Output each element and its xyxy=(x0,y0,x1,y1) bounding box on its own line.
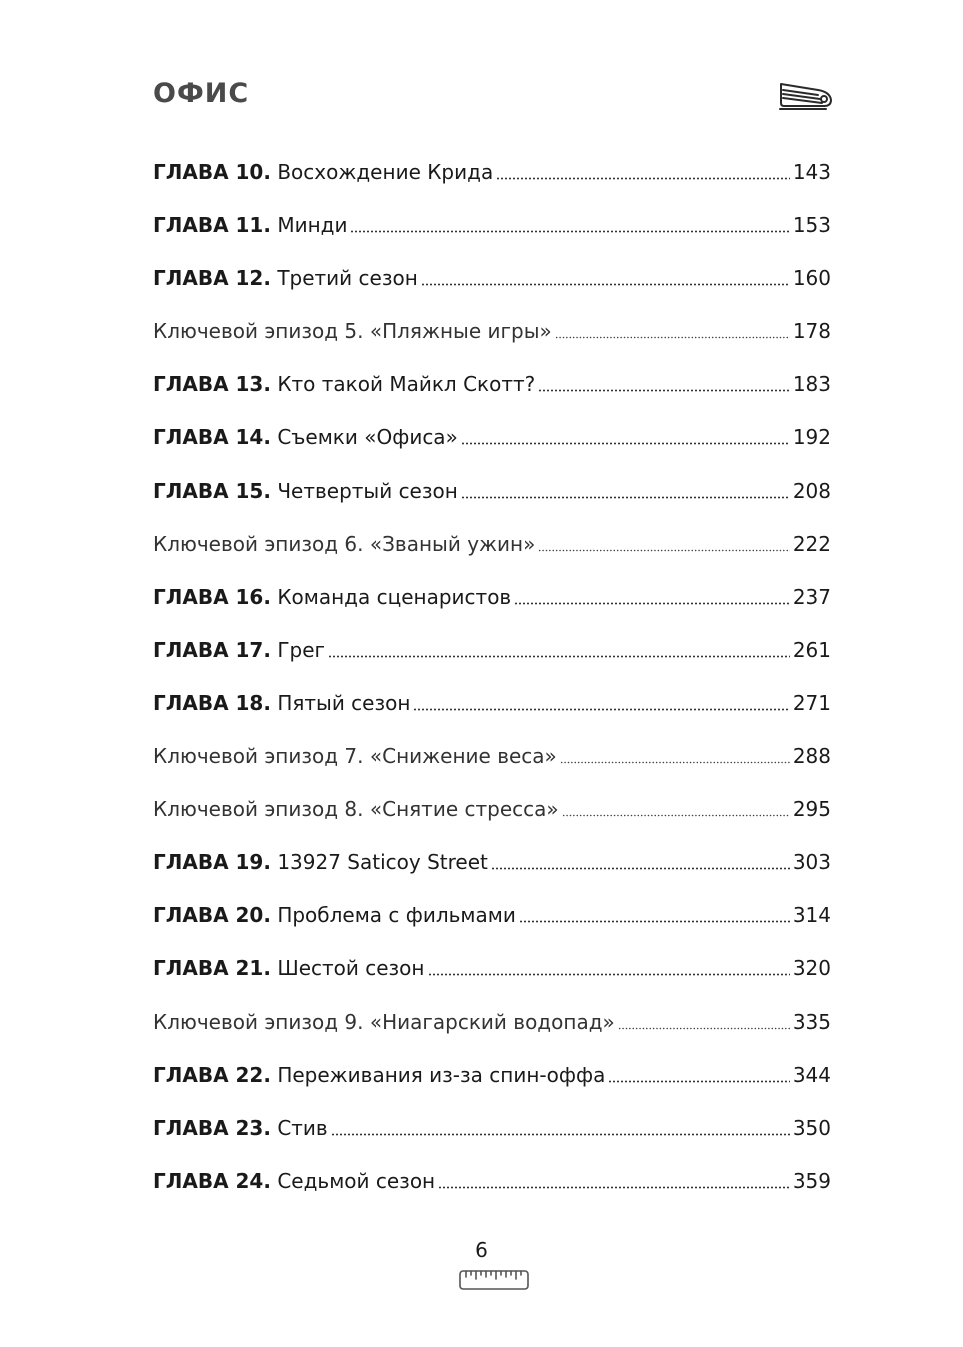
toc-entry-title: Стив xyxy=(277,1115,328,1140)
toc-entry-title: Кто такой Майкл Скотт? xyxy=(277,372,536,397)
toc-entry-title: Ключевой эпизод 8. «Снятие стресса» xyxy=(153,797,559,822)
dot-leader xyxy=(438,1169,790,1189)
toc-chapter-number: ГЛАВА 24. xyxy=(153,1168,271,1193)
toc-chapter-entry xyxy=(153,465,831,518)
dot-leader xyxy=(331,1116,790,1136)
toc-chapter-number: ГЛАВА 21. xyxy=(153,956,271,981)
toc-chapter-number: ГЛАВА 17. xyxy=(153,637,271,662)
toc-entry-title: Седьмой сезон xyxy=(277,1168,436,1193)
toc-entry-title: Переживания из-за спин-оффа xyxy=(277,1062,606,1087)
toc-chapter-number: ГЛАВА 23. xyxy=(153,1115,271,1140)
toc-page-number: 208 xyxy=(792,478,831,503)
toc-chapter-number: ГЛАВА 14. xyxy=(153,425,271,450)
toc-entry-label xyxy=(153,677,410,730)
toc-chapter-number: ГЛАВА 20. xyxy=(153,903,271,928)
toc-episode-entry xyxy=(153,996,831,1049)
toc-entry-title: Восхождение Крида xyxy=(277,160,494,184)
toc-page-number: 183 xyxy=(792,372,831,397)
toc-entry-label xyxy=(153,571,511,624)
toc-entry-label xyxy=(153,942,425,995)
toc-entry-label xyxy=(153,146,493,199)
toc-page-number: 192 xyxy=(792,425,831,450)
toc-page-number: 288 xyxy=(792,744,831,769)
toc-chapter-number: ГЛАВА 12. xyxy=(153,266,271,291)
dot-leader xyxy=(421,266,790,286)
toc-episode-entry xyxy=(153,518,831,571)
toc-page-number: 271 xyxy=(792,690,831,715)
toc-chapter-entry xyxy=(153,571,831,624)
toc-chapter-entry xyxy=(153,889,831,942)
stapler-icon xyxy=(778,76,834,112)
dot-leader xyxy=(514,585,790,605)
dot-leader xyxy=(538,532,789,552)
toc-chapter-entry xyxy=(153,942,831,995)
toc-entry-title: Съемки «Офиса» xyxy=(277,425,458,450)
dot-leader xyxy=(618,1010,790,1030)
toc-page-number: 314 xyxy=(792,903,831,928)
toc-entry-label xyxy=(153,730,557,783)
page-number: 6 xyxy=(475,1238,488,1262)
toc-chapter-number: ГЛАВА 10. xyxy=(153,160,271,184)
toc-chapter-number: ГЛАВА 19. xyxy=(153,850,271,875)
toc-chapter-entry xyxy=(153,146,831,199)
toc-episode-entry xyxy=(153,730,831,783)
toc-chapter-entry xyxy=(153,411,831,464)
toc-entry-title: Проблема с фильмами xyxy=(277,903,516,928)
toc-chapter-number: ГЛАВА 13. xyxy=(153,372,271,397)
toc-entry-title: Шестой сезон xyxy=(277,956,425,981)
toc-page-number: 237 xyxy=(792,584,831,609)
toc-page-number: 261 xyxy=(792,637,831,662)
toc-page-number: 350 xyxy=(792,1115,831,1140)
toc-entry-title: Пятый сезон xyxy=(277,690,411,715)
dot-leader xyxy=(555,319,790,339)
toc-page-number: 359 xyxy=(792,1168,831,1193)
table-of-contents xyxy=(153,146,831,1208)
dot-leader xyxy=(413,691,789,711)
toc-page-number: 303 xyxy=(792,850,831,875)
dot-leader xyxy=(328,638,790,658)
toc-entry-title: Ключевой эпизод 6. «Званый ужин» xyxy=(153,531,536,556)
toc-chapter-entry xyxy=(153,677,831,730)
toc-chapter-entry xyxy=(153,1102,831,1155)
toc-entry-label xyxy=(153,358,535,411)
toc-entry-title: Ключевой эпизод 9. «Ниагарский водопад» xyxy=(153,1009,615,1034)
toc-chapter-number: ГЛАВА 15. xyxy=(153,478,271,503)
dot-leader xyxy=(562,797,790,817)
toc-chapter-entry xyxy=(153,1155,831,1208)
toc-entry-label xyxy=(153,305,552,358)
toc-page-number: 222 xyxy=(792,531,831,556)
toc-entry-title: Грег xyxy=(277,637,326,662)
toc-chapter-entry xyxy=(153,199,831,252)
dot-leader xyxy=(608,1063,789,1083)
toc-page-number: 178 xyxy=(792,319,831,344)
toc-page-number: 344 xyxy=(792,1062,831,1087)
toc-entry-title: Ключевой эпизод 7. «Снижение веса» xyxy=(153,744,557,769)
toc-entry-title: Команда сценаристов xyxy=(277,584,512,609)
toc-entry-label xyxy=(153,836,488,889)
toc-episode-entry xyxy=(153,305,831,358)
toc-page-number: 320 xyxy=(792,956,831,981)
dot-leader xyxy=(519,903,790,923)
dot-leader xyxy=(496,160,790,180)
ruler-icon xyxy=(458,1268,530,1292)
dot-leader xyxy=(560,744,790,764)
toc-entry-label xyxy=(153,889,516,942)
toc-chapter-entry xyxy=(153,836,831,889)
toc-entry-label xyxy=(153,1155,435,1208)
toc-chapter-number: ГЛАВА 11. xyxy=(153,213,271,238)
toc-page-number: 143 xyxy=(792,160,831,184)
toc-chapter-number: ГЛАВА 16. xyxy=(153,584,271,609)
toc-entry-label xyxy=(153,465,458,518)
toc-entry-title: Ключевой эпизод 5. «Пляжные игры» xyxy=(153,319,552,344)
toc-chapter-entry xyxy=(153,252,831,305)
toc-chapter-entry xyxy=(153,624,831,677)
toc-page-number: 153 xyxy=(792,213,831,238)
toc-entry-label xyxy=(153,624,325,677)
toc-episode-entry xyxy=(153,783,831,836)
dot-leader xyxy=(350,213,789,233)
toc-entry-label xyxy=(153,411,458,464)
toc-entry-title: 13927 Saticoy Street xyxy=(277,850,488,875)
dot-leader xyxy=(538,372,790,392)
toc-entry-label xyxy=(153,996,615,1049)
toc-entry-label xyxy=(153,252,418,305)
toc-chapter-entry xyxy=(153,358,831,411)
toc-entry-label xyxy=(153,783,559,836)
toc-entry-label xyxy=(153,1049,605,1102)
toc-entry-title: Четвертый сезон xyxy=(277,478,458,503)
toc-entry-title: Минди xyxy=(277,213,348,238)
toc-entry-title: Третий сезон xyxy=(277,266,418,291)
toc-entry-label xyxy=(153,199,347,252)
toc-chapter-number: ГЛАВА 22. xyxy=(153,1062,271,1087)
toc-page-number: 160 xyxy=(792,266,831,291)
toc-chapter-entry xyxy=(153,1049,831,1102)
dot-leader xyxy=(461,479,790,499)
book-title: ОФИС xyxy=(153,78,250,109)
dot-leader xyxy=(491,850,790,870)
dot-leader xyxy=(428,956,790,976)
toc-entry-label xyxy=(153,518,535,571)
toc-page-number: 335 xyxy=(792,1009,831,1034)
toc-page-number: 295 xyxy=(792,797,831,822)
toc-entry-label xyxy=(153,1102,328,1155)
dot-leader xyxy=(461,425,790,445)
toc-chapter-number: ГЛАВА 18. xyxy=(153,690,271,715)
